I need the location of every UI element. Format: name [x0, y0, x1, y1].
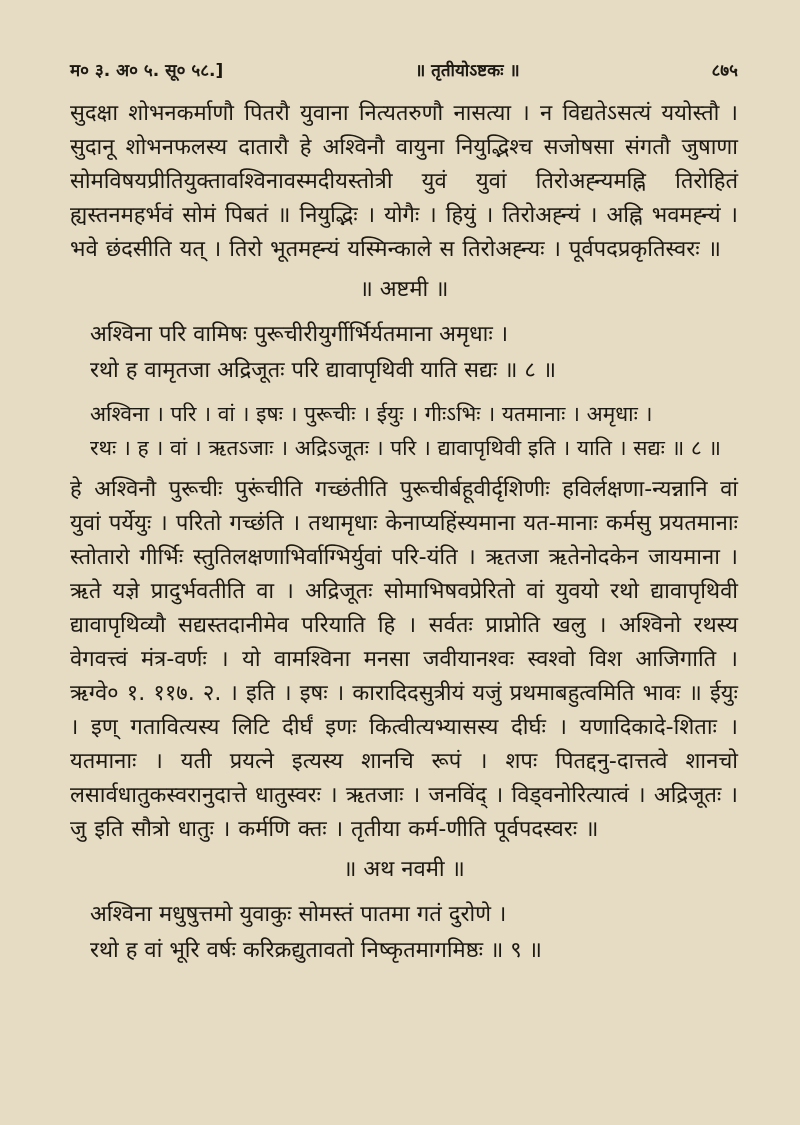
- header-title: ॥ तृतीयोऽष्टकः ॥: [415, 61, 520, 81]
- section-title-ninth: ॥ अथ नवमी ॥: [343, 857, 465, 882]
- verse-line: अश्विना परि वामिषः पुरूचीरीयुर्गीर्भिर्यतमाना अमृधाः ।: [90, 322, 509, 347]
- running-header: [70, 58, 738, 81]
- pada-text: [90, 397, 738, 465]
- header-reference: म० ३. अ० ५. सू० ५८.]: [70, 61, 224, 81]
- verse-eight: [90, 317, 738, 389]
- intro-commentary: सुदक्षा शोभनकर्माणौ पितरौ युवाना नित्यतरुणौ नासत्या । न विद्यतेऽसत्यं ययोस्तौ । सुदानू शोभनफलस्य दातारौ हे अश्विनौ वायुना नियुद्भिश्च सजोषसा संगतौ जुषाणा सोमविषयप्रीतियुक्तावश्विनावस्मदीयस्तोत्री युवं युवां तिरोअह्न्यमह्नि तिरोहितं ह्यस्तनमहर्भवं सोमं पिबतं ॥ नियुद्भिः । योगैः । हियुं । तिरोअह्न्यं । अह्नि भवमह्न्यं । भवे छंदसीति यत् । तिरो भूतमह्न्यं यस्मिन्काले स तिरोअह्न्यः । पूर्वपदप्रकृतिस्वरः ॥: [70, 101, 738, 262]
- section-title-eighth: ॥ अष्टमी ॥: [359, 277, 449, 302]
- page-number: ८७५: [711, 61, 738, 81]
- pada-line: रथः । ह । वां । ऋतऽजाः । अद्रिऽजूतः । परि । द्यावापृथिवी इति । याति । सद्यः ॥ ८ ॥: [90, 436, 722, 460]
- verse-line: रथो ह वां भूरि वर्षः करिक्रद्युतावतो निष्कृतमागमिष्ठः ॥ ९ ॥: [90, 938, 542, 963]
- verse-line: अश्विना मधुषुत्तमो युवाकुः सोमस्तं पातमा गतं दुरोणे ।: [90, 902, 507, 927]
- verse-line: रथो ह वामृतजा अद्रिजूतः परि द्यावापृथिवी याति सद्यः ॥ ८ ॥: [90, 358, 557, 383]
- verse-nine: [90, 897, 738, 969]
- pada-line: अश्विना । परि । वां । इषः । पुरूचीः । ईयुः । गीःऽभिः । यतमानाः । अमृधाः ।: [90, 402, 653, 426]
- verse-eight-commentary: हे अश्विनौ पुरूचीः पुरूंचीति गच्छंतीति पुरूचीर्बहूवीर्दृशिणीः हविर्लक्षणा-न्यन्नानि वां युवां पर्येयुः । परितो गच्छंति । तथामृधाः केनाप्यहिंस्यमाना यत-मानाः कर्मसु प्रयतमानाः स्तोतारो गीर्भिः स्तुतिलक्षणाभिर्वाग्भिर्युवां परि-यंति । ऋतजा ऋतेनोदकेन जायमाना । ऋते यज्ञे प्रादुर्भवतीति वा । अद्रिजूतः सोमाभिषवप्रेरितो वां युवयो रथो द्यावापृथिवी द्यावापृथिव्यौ सद्यस्तदानीमेव परियाति हि । सर्वतः प्राप्नोति खलु । अश्विनो रथस्य वेगवत्त्वं मंत्र-वर्णः । यो वामश्विना मनसा जवीयानश्वः स्वश्वो विश आजिगाति । ऋग्वे० १. ११७. २. । इति । इषः । कारादिदसुत्रीयं यजुं प्रथमाबहुत्वमिति भावः ॥ ईयुः । इण् गतावित्यस्य लिटि दीर्घं इणः कित्वीत्यभ्यासस्य दीर्घः । यणादिकादे-शिताः । यतमानाः । यती प्रयत्ने इत्यस्य शानचि रूपं । शपः पितद्दनु-दात्तत्वे शानचो लसार्वधातुकस्वरानुदात्ते धातुस्वरः । ऋतजाः । जनविंद् । विड्वनोरित्यात्वं । अद्रिजूतः । जु इति सौत्रो धातुः । कर्मणि क्तः । तृतीया कर्म-णीति पूर्वपदस्वरः ॥: [70, 477, 738, 842]
